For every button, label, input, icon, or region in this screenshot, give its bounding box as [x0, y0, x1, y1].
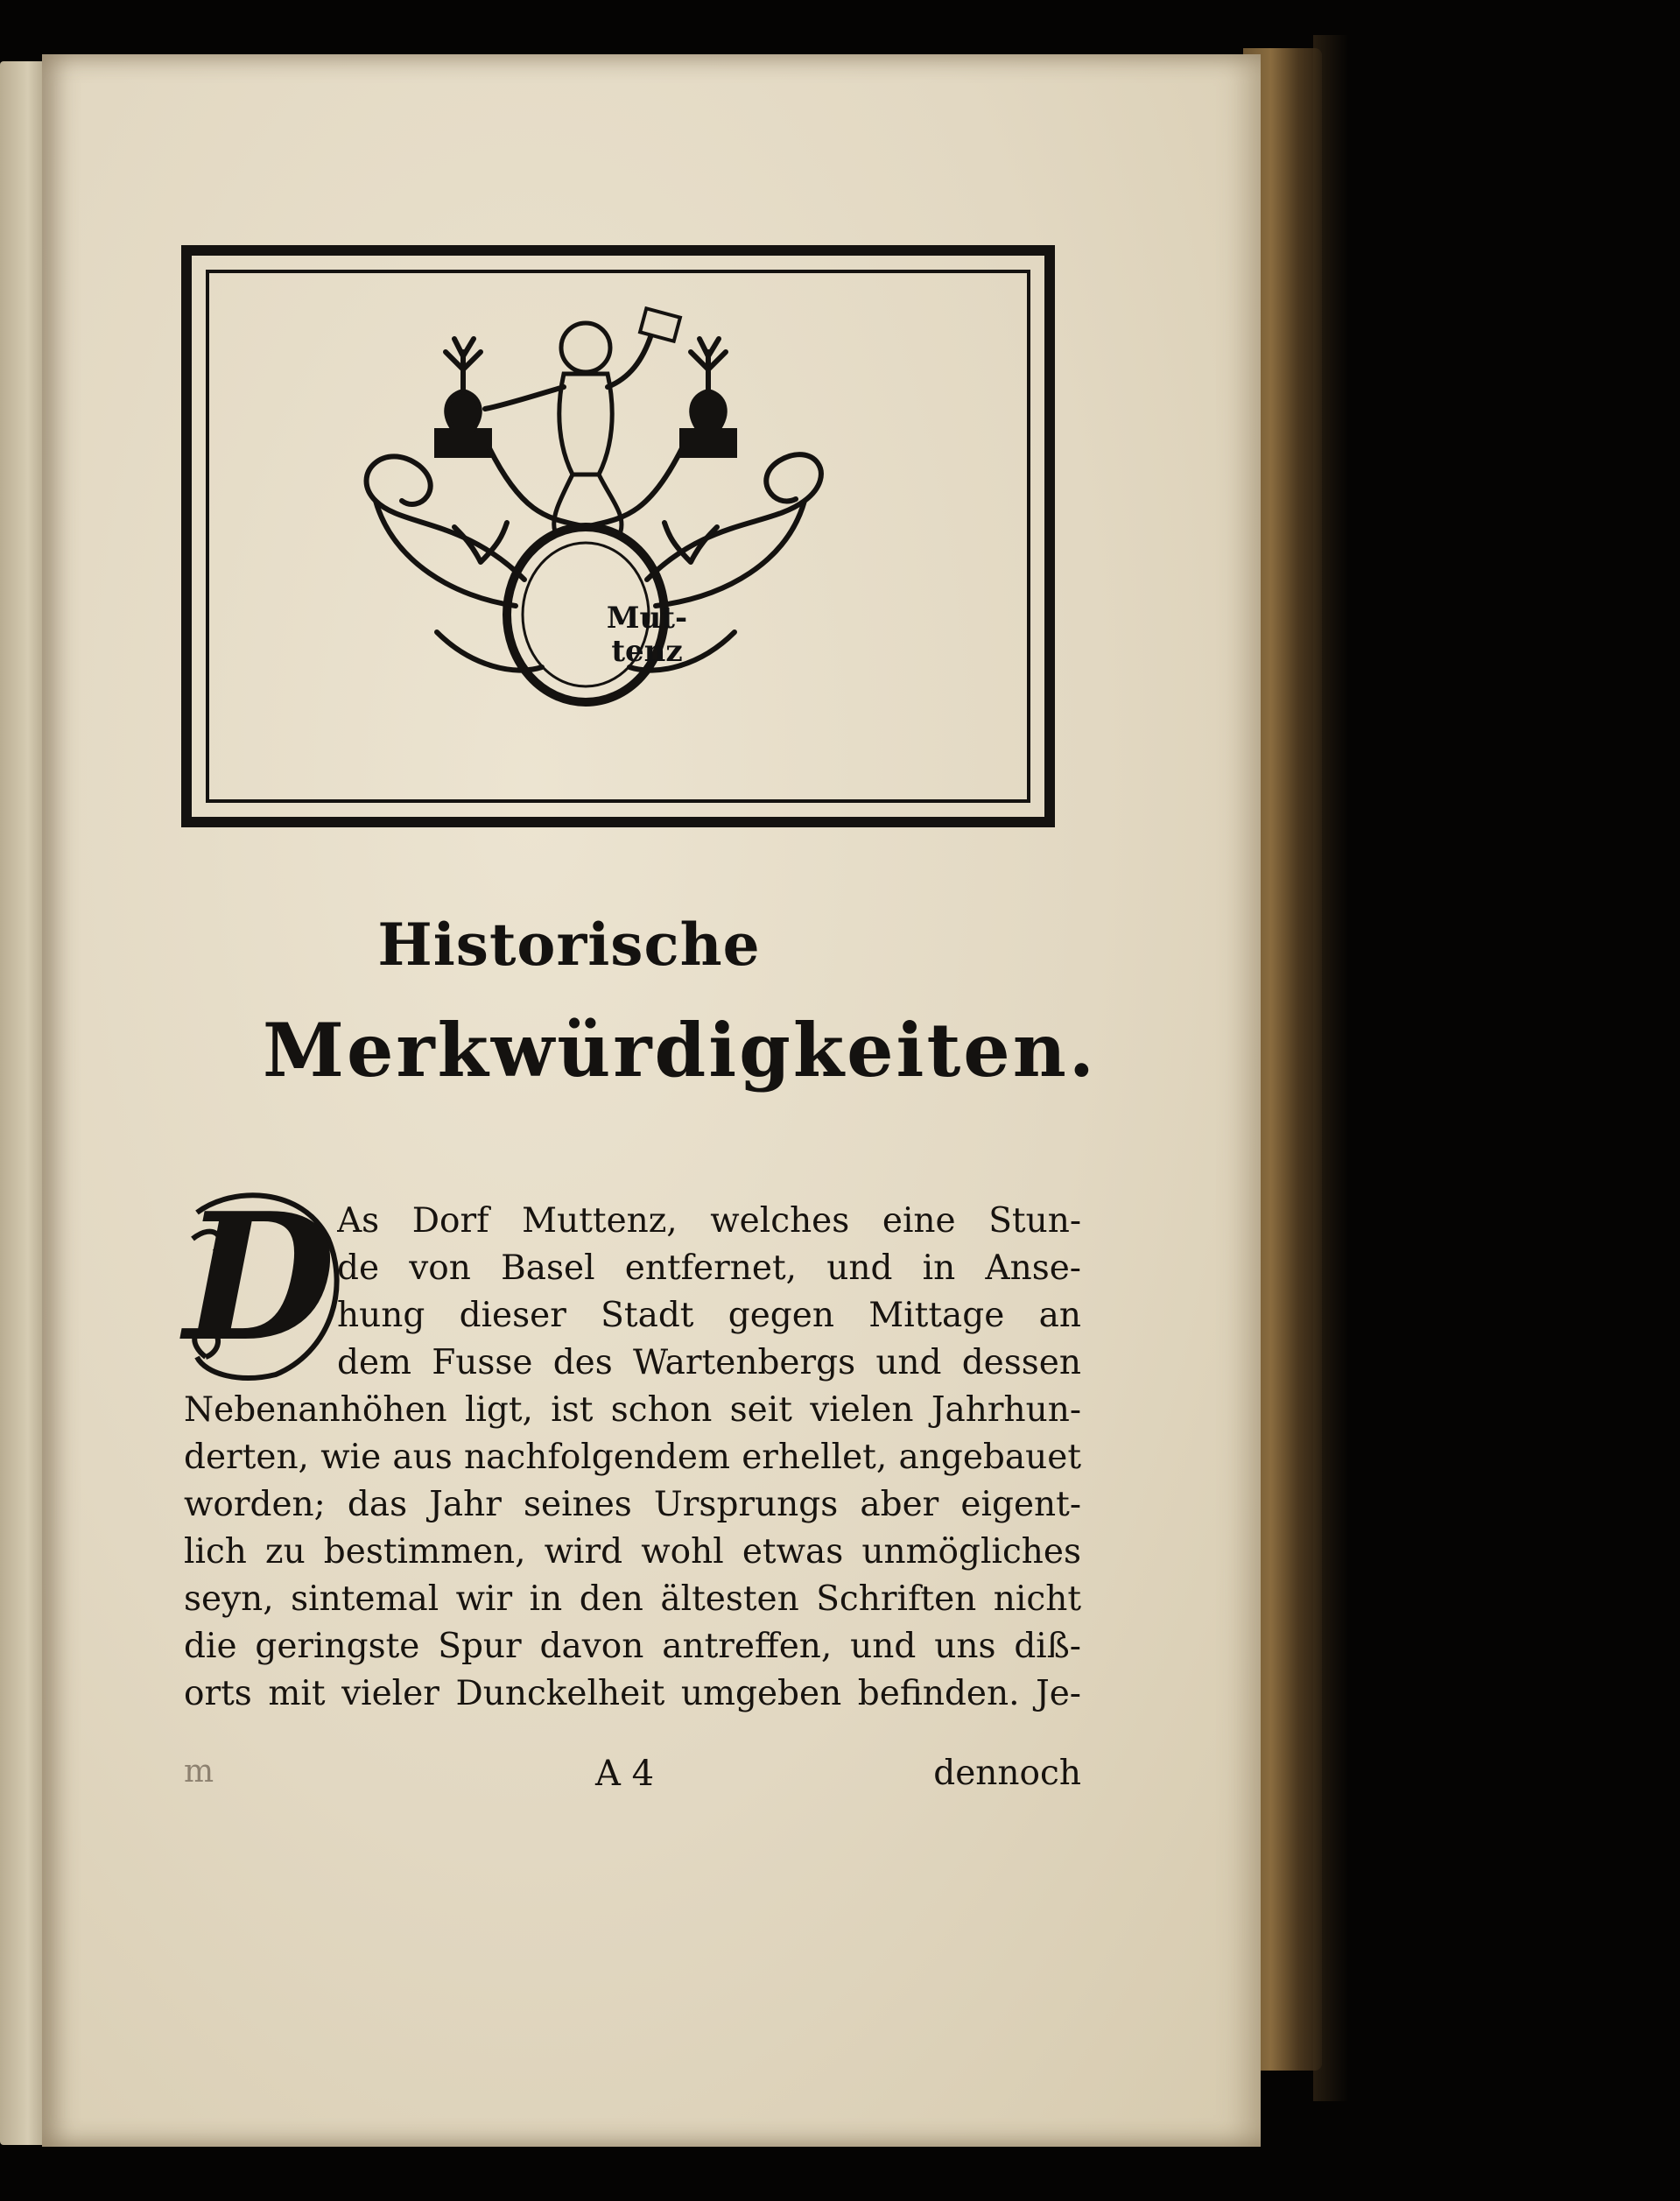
text-line: Nebenanhöhen ligt, ist schon seit vielen Jahrhun-	[184, 1390, 1081, 1430]
signature-mark: A 4	[595, 1754, 655, 1794]
cartouche-label	[586, 601, 708, 668]
page-footer	[184, 1754, 1081, 1806]
footer-fragment: m	[184, 1754, 214, 1790]
text-line: As Dorf Muttenz, welches eine Stun-	[337, 1201, 1081, 1241]
binding-shadow	[1313, 35, 1348, 2101]
text-line: derten, wie aus nachfolgendem erhellet, angebauet	[184, 1438, 1081, 1477]
drop-cap: D	[184, 1175, 336, 1381]
text-line: dem Fusse des Wartenbergs und dessen	[337, 1343, 1081, 1382]
text-line: worden; das Jahr seines Ursprungs aber eigent-	[184, 1485, 1081, 1524]
heading-line2: Merkwürdigkeiten.	[263, 1007, 1098, 1093]
text-line: orts mit vieler Dunckelheit umgeben befinden. Je-	[184, 1674, 1081, 1713]
catchword: dennoch	[933, 1754, 1081, 1793]
text-line: die geringste Spur davon antreffen, und uns diß-	[184, 1627, 1081, 1666]
text-line: de von Basel entfernet, und in Anse-	[337, 1248, 1081, 1288]
cartouche-label-line1: Mut-	[606, 601, 688, 636]
cartouche-label-line2: tenz	[611, 634, 683, 669]
headpiece-frame	[181, 245, 1055, 827]
text-line: seyn, sintemal wir in den ältesten Schriften nicht	[184, 1579, 1081, 1619]
heading-line1: Historische	[377, 911, 761, 979]
text-line: lich zu bestimmen, wird wohl etwas unmögliches	[184, 1532, 1081, 1572]
body-paragraph	[184, 1198, 1081, 1718]
text-line: hung dieser Stadt gegen Mittage an	[337, 1296, 1081, 1335]
